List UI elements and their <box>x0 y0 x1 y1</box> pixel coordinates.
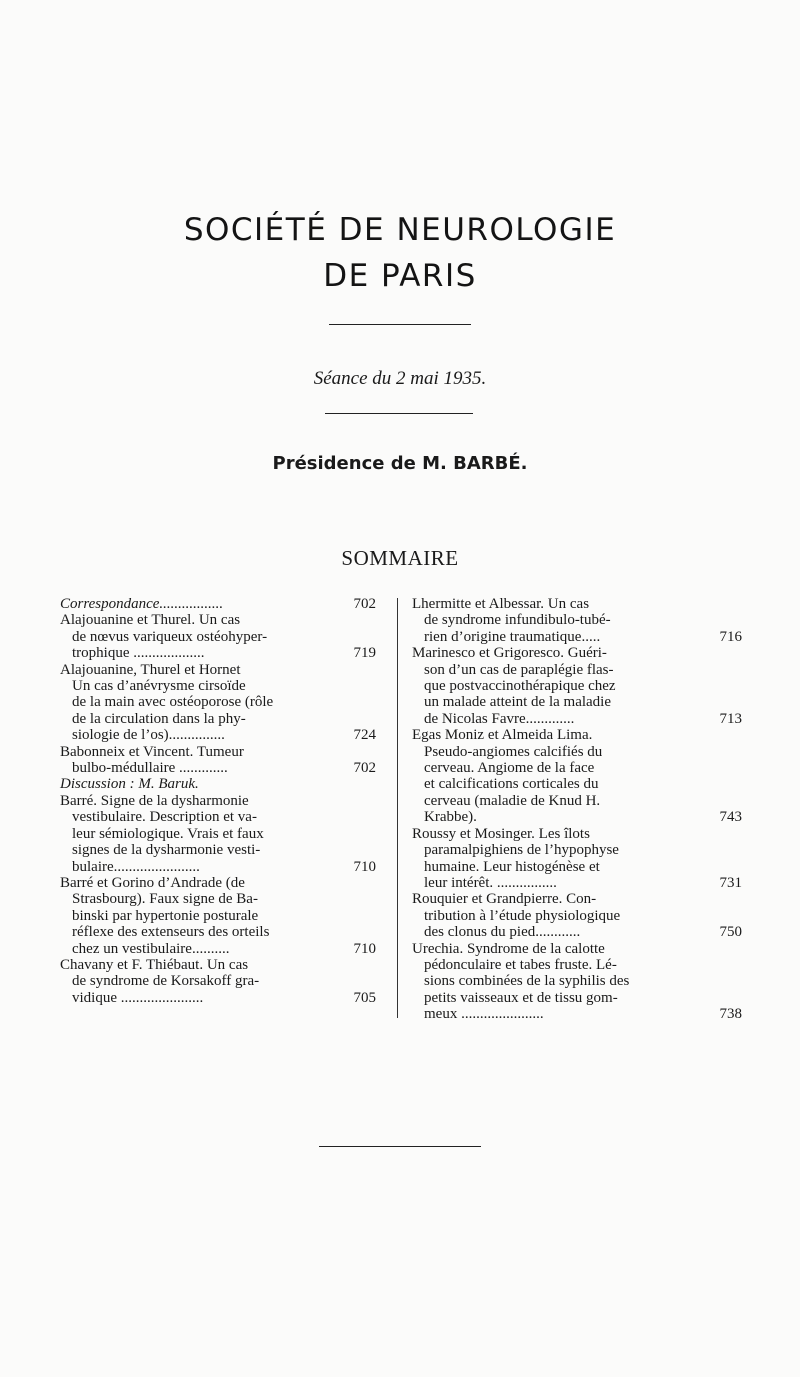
toc-entry-line: de syndrome de Korsakoff gra- <box>72 973 260 990</box>
toc-page-number: 713 <box>719 710 742 727</box>
toc-entry-line: meux ...................... <box>424 1006 544 1023</box>
toc-entry <box>412 727 742 825</box>
toc-page-number: 750 <box>719 924 742 941</box>
toc-page-number: 743 <box>719 809 742 826</box>
toc-entry-line: sions combinées de la syphilis des <box>424 973 630 990</box>
toc-entry-line: que postvaccinothérapique chez <box>424 678 616 695</box>
toc-entry <box>60 612 376 661</box>
toc-entry-line: vestibulaire. Description et va- <box>72 809 257 826</box>
toc-entry-line: siologie de l’os)............... <box>72 727 225 744</box>
toc-page-number: 716 <box>719 628 742 645</box>
toc-entry-line: Correspondance................. <box>60 596 224 612</box>
toc-entry-line: Barré. Signe de la dysharmonie <box>60 792 249 809</box>
society-title-line1: SOCIÉTÉ DE NEUROLOGIE <box>183 212 617 248</box>
toc-entry-line: signes de la dysharmonie vesti- <box>72 842 261 859</box>
toc-entry-line: Krabbe). <box>424 809 477 826</box>
toc-entry-line: Un cas d’anévrysme cirsoïde <box>72 678 246 695</box>
rule-middle <box>325 413 473 414</box>
toc-entry-line: humaine. Leur histogénèse et <box>424 858 600 875</box>
sommaire-heading: SOMMAIRE <box>341 546 459 570</box>
toc-entry-line: de la main avec ostéoporose (rôle <box>72 694 274 711</box>
column-divider <box>397 598 398 1018</box>
toc-entry <box>60 875 376 957</box>
toc-entry-line: Pseudo-angiomes calcifiés du <box>424 743 603 760</box>
toc-left-column <box>60 596 376 1006</box>
toc-entry-line: un malade atteint de la maladie <box>424 694 612 711</box>
rule-bottom <box>319 1146 481 1147</box>
toc-entry-line: Discussion : M. Baruk. <box>60 776 199 793</box>
rule-top <box>329 324 471 325</box>
toc-entry-line: Urechia. Syndrome de la calotte <box>412 940 605 957</box>
toc-entry-line: tribution à l’étude physiologique <box>424 907 621 924</box>
toc-right-column <box>412 596 742 1023</box>
seance-date: Séance du 2 mai 1935. <box>313 368 487 389</box>
society-title-line2: DE PARIS <box>323 258 477 294</box>
toc-entry-line: Barré et Gorino d’Andrade (de <box>60 874 245 891</box>
toc-page-number: 724 <box>353 727 376 744</box>
toc-entry-line: bulbo-médullaire ............. <box>72 760 228 777</box>
toc-entry-line: vidique ...................... <box>72 989 204 1006</box>
toc-entry-line: des clonus du pied............ <box>424 924 581 941</box>
toc-entry-line: de Nicolas Favre............. <box>424 710 575 727</box>
toc-entry-line: bulaire....................... <box>72 858 200 875</box>
toc-entry <box>60 776 376 792</box>
toc-entry-line: Egas Moniz et Almeida Lima. <box>412 727 593 744</box>
toc-entry <box>412 645 742 727</box>
toc-page-number: 705 <box>353 989 376 1006</box>
toc-entry-line: Babonneix et Vincent. Tumeur <box>60 743 244 760</box>
toc-entry-line: réflexe des extenseurs des orteils <box>72 924 270 941</box>
toc-entry-line: cerveau. Angiome de la face <box>424 760 595 777</box>
toc-entry <box>60 744 376 777</box>
toc-entry-line: pédonculaire et tabes fruste. Lé- <box>424 956 617 973</box>
toc-entry-line: de la circulation dans la phy- <box>72 710 246 727</box>
toc-entry-line: de nœvus variqueux ostéohyper- <box>72 628 268 645</box>
presidence: Présidence de M. BARBÉ. <box>272 453 528 474</box>
toc-entry-line: Chavany et F. Thiébaut. Un cas <box>60 956 249 973</box>
toc-page-number: 731 <box>719 874 742 891</box>
toc-entry-line: Alajouanine, Thurel et Hornet <box>60 661 241 678</box>
toc-page-number: 710 <box>353 940 376 957</box>
toc-entry-line: et calcifications corticales du <box>424 776 599 793</box>
toc-entry-line: Alajouanine et Thurel. Un cas <box>60 612 241 629</box>
toc-entry-line: trophique ................... <box>72 645 205 662</box>
toc-entry-line: Marinesco et Grigoresco. Guéri- <box>412 645 607 662</box>
toc-entry-line: son d’un cas de paraplégie flas- <box>424 661 614 678</box>
toc-entry <box>412 891 742 940</box>
toc-entry-line: Lhermitte et Albessar. Un cas <box>412 596 590 612</box>
toc-entry-line: petits vaisseaux et de tissu gom- <box>424 989 618 1006</box>
toc-entry-line: paramalpighiens de l’hypophyse <box>424 842 619 859</box>
toc-entry-line: chez un vestibulaire.......... <box>72 940 230 957</box>
toc-entry-line: cerveau (maladie de Knud H. <box>424 792 601 809</box>
toc-entry-line: Rouquier et Grandpierre. Con- <box>412 891 597 908</box>
toc-entry <box>60 957 376 1006</box>
toc-page-number: 702 <box>353 760 376 777</box>
toc-entry <box>60 662 376 744</box>
toc-entry-line: rien d’origine traumatique..... <box>424 628 601 645</box>
toc-entry <box>60 793 376 875</box>
toc-entry-line: leur sémiologique. Vrais et faux <box>72 825 264 842</box>
toc-page-number: 738 <box>719 1006 742 1023</box>
toc-entry <box>412 596 742 645</box>
toc-entry-line: Strasbourg). Faux signe de Ba- <box>72 891 258 908</box>
toc-entry-line: de syndrome infundibulo-tubé- <box>424 612 611 629</box>
toc-entry <box>412 941 742 1023</box>
toc-entry-line: Roussy et Mosinger. Les îlots <box>412 825 590 842</box>
toc-entry <box>412 826 742 892</box>
toc-entry-line: leur intérêt. ................ <box>424 874 557 891</box>
toc-entry-line: binski par hypertonie posturale <box>72 907 259 924</box>
toc-entry <box>60 596 376 612</box>
toc-page-number: 702 <box>353 596 376 612</box>
toc-page-number: 710 <box>353 858 376 875</box>
toc-page-number: 719 <box>353 645 376 662</box>
